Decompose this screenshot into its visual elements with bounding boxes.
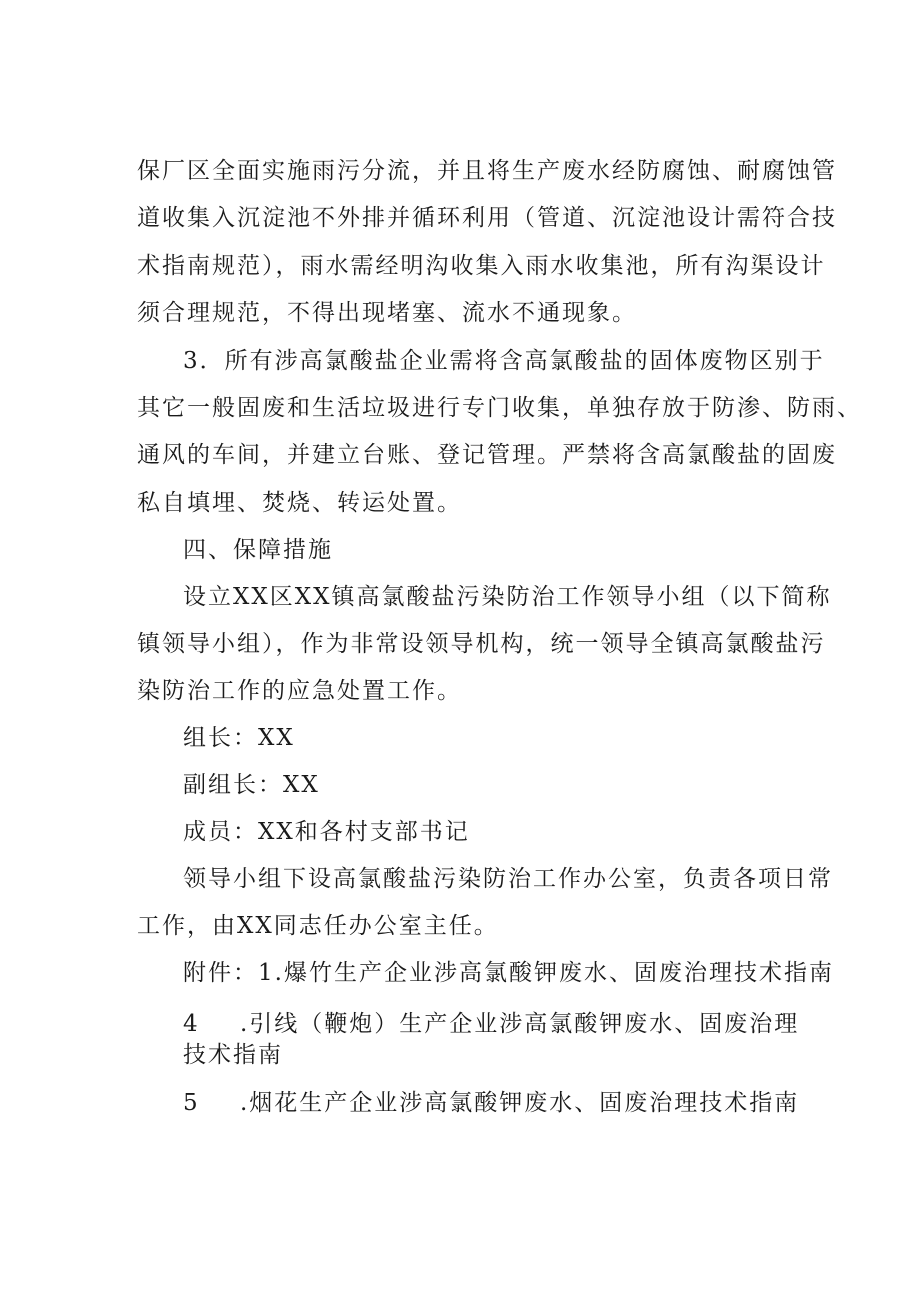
paragraph-1-line-2: 道收集入沉淀池不外排并循环利用（管道、沉淀池设计需符合技 xyxy=(137,205,837,231)
deputy-leader: 副组长：XX xyxy=(183,772,320,798)
paragraph-2-line-2: 其它一般固废和生活垃圾进行专门收集，单独存放于防渗、防雨、 xyxy=(137,395,862,421)
attachment-2-number: 4 xyxy=(183,1011,198,1037)
paragraph-1-line-1: 保厂区全面实施雨污分流，并且将生产废水经防腐蚀、耐腐蚀管 xyxy=(137,158,837,184)
paragraph-3-line-2: 镇领导小组），作为非常设领导机构，统一领导全镇高氯酸盐污 xyxy=(137,631,826,657)
paragraph-2-line-4: 私自填埋、焚烧、转运处置。 xyxy=(137,490,462,516)
attachment-3-number: 5 xyxy=(183,1090,198,1116)
paragraph-2-line-1: 3．所有涉高氯酸盐企业需将含高氯酸盐的固体废物区别于 xyxy=(183,348,825,374)
group-leader: 组长：XX xyxy=(183,725,295,751)
attachment-2-title: .引线（鞭炮）生产企业涉高氯酸钾废水、固废治理 xyxy=(240,1011,800,1037)
section-heading-4: 四、保障措施 xyxy=(183,537,333,563)
attachment-3-title: .烟花生产企业涉高氯酸钾废水、固废治理技术指南 xyxy=(240,1090,800,1116)
members: 成员：XX和各村支部书记 xyxy=(183,819,470,845)
paragraph-3-line-3: 染防治工作的应急处置工作。 xyxy=(137,678,462,704)
paragraph-4-line-2: 工作，由XX同志任办公室主任。 xyxy=(137,913,499,939)
paragraph-4-line-1: 领导小组下设高氯酸盐污染防治工作办公室，负责各项日常 xyxy=(183,866,833,892)
attachment-2-continuation: 技术指南 xyxy=(183,1042,283,1068)
paragraph-1-line-3: 术指南规范），雨水需经明沟收集入雨水收集池，所有沟渠设计 xyxy=(137,253,826,279)
paragraph-1-line-4: 须合理规范，不得出现堵塞、流水不通现象。 xyxy=(137,300,637,326)
attachment-1: 附件：1.爆竹生产企业涉高氯酸钾废水、固废治理技术指南 xyxy=(183,960,834,986)
paragraph-3-line-1: 设立XX区XX镇高氯酸盐污染防治工作领导小组（以下简称 xyxy=(183,584,832,610)
paragraph-2-line-3: 通风的车间，并建立台账、登记管理。严禁将含高氯酸盐的固废 xyxy=(137,442,837,468)
